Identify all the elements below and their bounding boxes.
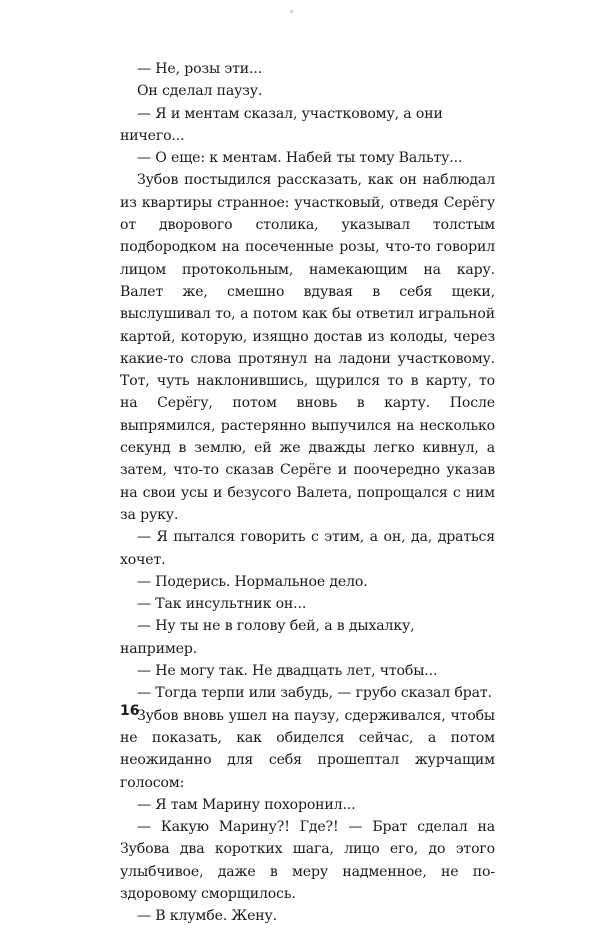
paragraph: — Я пытался говорить с этим, а он, да, драться хочет. bbox=[120, 529, 495, 568]
paragraph: — Не могу так. Не двадцать лет, чтобы... bbox=[137, 663, 438, 680]
paragraph: — Я там Марину похоронил... bbox=[137, 796, 356, 813]
paragraph: — Я и ментам сказал, участковому, а они ничего... bbox=[120, 105, 443, 144]
paragraph: — Какую Марину?! Где?! — Брат сделал на Зубова два коротких шага, лицо его, до этого улыбчивое, даже в меру надменное, не по-здоровому сморщилось. bbox=[120, 819, 495, 902]
paragraph: — Тогда терпи или забудь, — грубо сказал брат. bbox=[137, 685, 492, 702]
page-number: 16 bbox=[120, 703, 140, 719]
paragraph: Зубов вновь ушел на паузу, сдерживался, чтобы не показать, как обиделся сейчас, а потом неожиданно для себя прошептал журчащим голосом: bbox=[120, 707, 495, 791]
paragraph: — Подерись. Нормальное дело. bbox=[137, 573, 368, 590]
paragraph: Зубов постыдился рассказать, как он наблюдал из квартиры странное: участковый, отведя Серёгу от дворового столика, указывал толстым подбородком на посеченные розы, что-то говорил лицом протокольным, намекающим на кару. Валет же, смешно вдувая в себя щеки, выслушивал то, а потом как бы ответил игральной картой, которую, изящно достав из колоды, через какие-то слова протянул на ладони участковому. Тот, чуть наклонившись, щурился то в карту, то на Серёгу, потом вновь в карту. После выпрямился, растерянно выпучился на несколько секунд в землю, ей же дважды легко кивнул, а затем, что-то сказав Серёге и поочередно указав на свои усы и безусого Валета, попрощался с ним за руку. bbox=[120, 172, 495, 523]
paragraph: — Ну ты не в голову бей, а в дыхалку, например. bbox=[120, 618, 415, 657]
paragraph: — О еще: к ментам. Набей ты тому Вальту... bbox=[137, 150, 463, 167]
paragraph: — Не, розы эти... bbox=[137, 61, 263, 77]
scan-speck bbox=[290, 10, 293, 13]
body-text bbox=[120, 58, 495, 928]
paragraph: — В клумбе. Жену. bbox=[137, 908, 278, 925]
paragraph: Он сделал паузу. bbox=[137, 83, 263, 100]
paragraph: — Так инсультник он... bbox=[137, 596, 307, 613]
